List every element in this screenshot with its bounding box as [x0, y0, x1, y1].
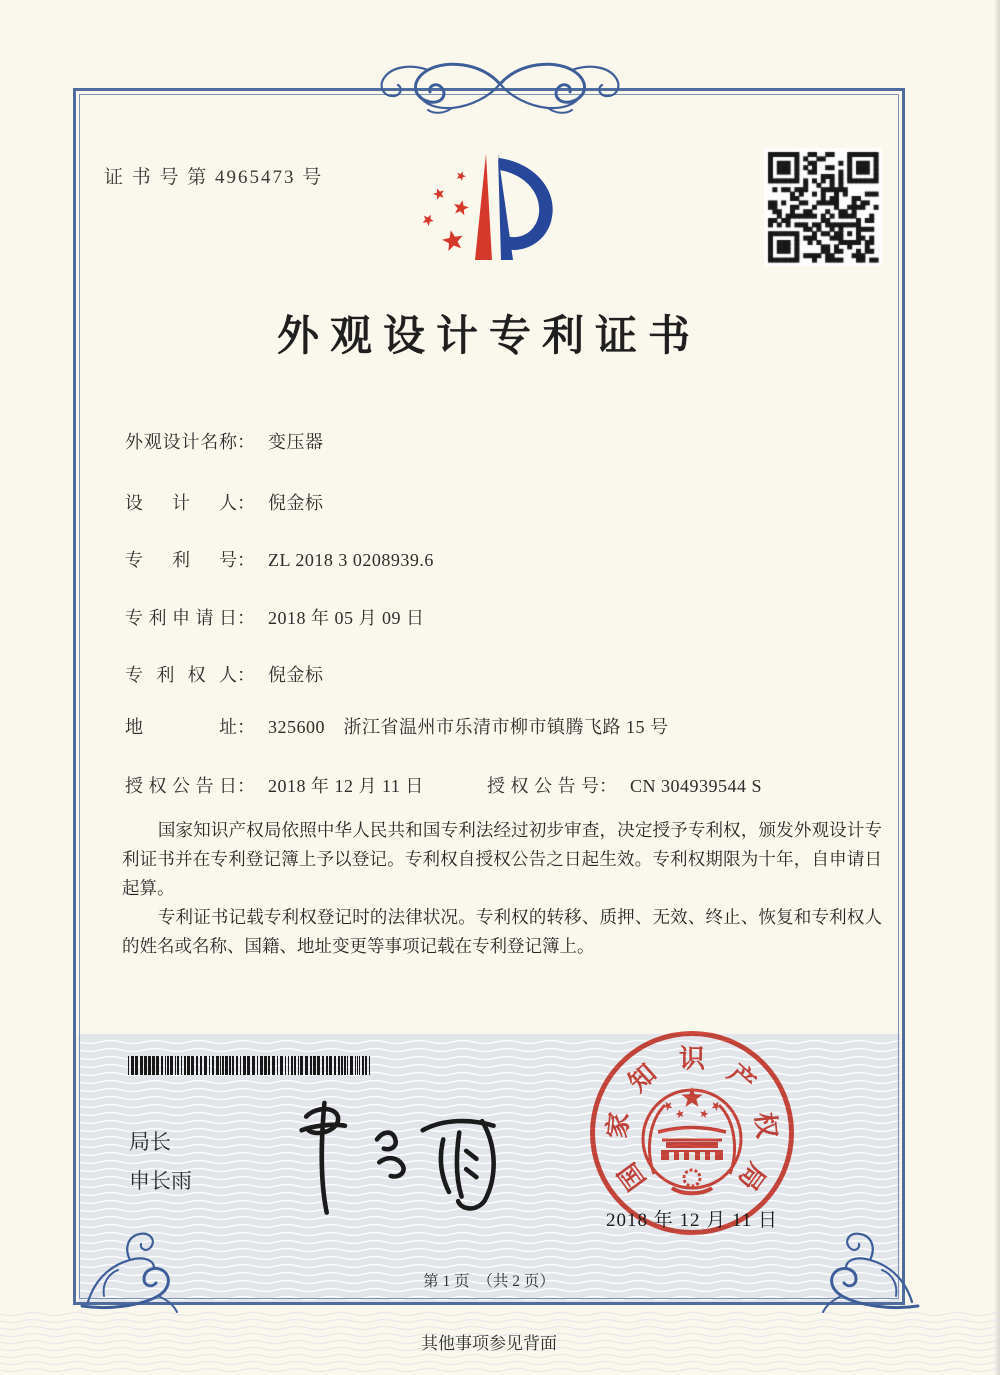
barcode-bar	[341, 1056, 343, 1075]
certificate-title: 外观设计专利证书	[276, 314, 701, 360]
emblem-star-icons	[663, 1087, 721, 1118]
star-icon	[423, 215, 434, 226]
barcode-bar	[252, 1056, 255, 1075]
barcode-bar	[140, 1056, 143, 1075]
colon: ：	[237, 608, 255, 628]
barcode-bar	[165, 1056, 166, 1075]
qr-code	[764, 148, 882, 266]
top-scroll-ornament	[339, 56, 661, 116]
colon: ：	[599, 776, 617, 796]
barcode	[128, 1056, 373, 1075]
barcode-bar	[181, 1056, 182, 1075]
barcode-bar	[280, 1056, 283, 1075]
seal-ring-char: 局	[732, 1157, 773, 1197]
field-pair-gazette-no	[487, 772, 762, 798]
field-row-grant	[125, 772, 895, 798]
barcode-bar	[161, 1056, 163, 1075]
barcode-bar	[298, 1056, 299, 1075]
colon: ：	[237, 550, 255, 570]
barcode-bar	[347, 1056, 348, 1075]
barcode-bar	[317, 1056, 320, 1075]
barcode-bar	[222, 1056, 224, 1075]
barcode-bar	[260, 1056, 263, 1075]
barcode-bar	[257, 1056, 258, 1075]
field-value: 变压器	[268, 432, 324, 452]
barcode-bar	[196, 1056, 198, 1075]
director-title: 局长	[129, 1131, 171, 1154]
star-icon	[454, 200, 469, 215]
field-label: 专利号	[125, 550, 237, 570]
back-note: 其他事项参见背面	[421, 1334, 557, 1353]
barcode-bar	[359, 1056, 360, 1075]
star-icon	[442, 230, 463, 251]
field-value: 倪金标	[268, 493, 324, 513]
barcode-bar	[135, 1056, 138, 1075]
star-icon	[676, 1110, 684, 1119]
barcode-bar	[225, 1056, 228, 1075]
field-row-patentee	[125, 661, 895, 687]
colon: ：	[237, 493, 255, 513]
barcode-bar	[291, 1056, 293, 1075]
barcode-bar	[288, 1056, 289, 1075]
director-name: 申长雨	[129, 1170, 192, 1193]
barcode-bar	[200, 1056, 202, 1075]
barcode-bar	[294, 1056, 296, 1075]
barcode-bar	[357, 1056, 358, 1075]
barcode-bar	[220, 1056, 221, 1075]
logo-red-spike	[475, 154, 492, 260]
legal-paragraph: 国家知识产权局依照中华人民共和国专利法经过初步审查，决定授予专利权，颁发外观设计专利证书并在专利登记簿上予以登记。专利权自授权公告之日起生效。专利权期限为十年，自申请日起算。	[122, 820, 882, 898]
barcode-bar	[355, 1056, 356, 1075]
grant-date: 2018 年 12 月 11 日	[605, 1210, 779, 1231]
barcode-bar	[170, 1056, 173, 1075]
barcode-bar	[209, 1056, 210, 1075]
bottom-right-flourish-ornament	[818, 1226, 926, 1314]
barcode-bar	[313, 1056, 316, 1075]
field-label: 设计人	[125, 493, 237, 513]
seal-ring-char: 识	[678, 1043, 706, 1074]
field-value: 325600 浙江省温州市乐清市柳市镇腾飞路 15 号	[268, 717, 669, 737]
barcode-bar	[236, 1056, 238, 1075]
barcode-bar	[305, 1056, 308, 1075]
seal-ring-char: 产	[722, 1057, 762, 1098]
colon: ：	[237, 665, 255, 685]
field-row-patent-no	[125, 546, 895, 572]
field-row-filing-date	[125, 604, 895, 630]
barcode-bar	[338, 1056, 340, 1075]
field-value: 倪金标	[268, 665, 324, 685]
barcode-bar	[232, 1056, 234, 1075]
barcode-bar	[369, 1056, 370, 1075]
certificate-number: 证 书 号 第 4965473 号	[104, 167, 324, 188]
barcode-bar	[334, 1056, 336, 1075]
barcode-bar	[247, 1056, 250, 1075]
barcode-bar	[204, 1056, 207, 1075]
seal-ring-char: 权	[749, 1110, 783, 1140]
barcode-bar	[216, 1056, 219, 1075]
barcode-bar	[329, 1056, 332, 1075]
seal-ring-char: 国	[611, 1157, 652, 1197]
barcode-bar	[144, 1056, 147, 1075]
barcode-bar	[240, 1056, 241, 1075]
bottom-left-flourish-ornament	[74, 1226, 182, 1314]
barcode-bar	[187, 1056, 190, 1075]
page-number: 第 1 页 （共 2 页）	[423, 1273, 555, 1290]
barcode-bar	[268, 1056, 270, 1075]
barcode-bar	[167, 1056, 169, 1075]
star-icon	[663, 1102, 672, 1111]
colon: ：	[237, 776, 255, 796]
director-signature	[278, 1096, 508, 1216]
field-value: ZL 2018 3 0208939.6	[268, 550, 434, 570]
national-emblem-icon	[640, 1076, 744, 1198]
barcode-bar	[362, 1056, 364, 1075]
seal-ring-char: 知	[622, 1057, 662, 1098]
barcode-bar	[177, 1056, 179, 1075]
barcode-bar	[148, 1056, 151, 1075]
barcode-bar	[310, 1056, 312, 1075]
barcode-bar	[326, 1056, 328, 1075]
barcode-bar	[184, 1056, 186, 1075]
barcode-bar	[272, 1056, 275, 1075]
barcode-bar	[322, 1056, 324, 1075]
star-icon	[433, 188, 444, 199]
barcode-bar	[300, 1056, 303, 1075]
field-value: 2018 年 05 月 09 日	[268, 608, 425, 628]
barcode-bar	[285, 1056, 286, 1075]
scan-edge	[994, 0, 1000, 1375]
barcode-bar	[365, 1056, 367, 1075]
star-icons	[423, 171, 469, 251]
colon: ：	[237, 432, 255, 452]
cnipa-logo	[413, 148, 563, 268]
field-label: 授权公告号	[487, 776, 599, 796]
barcode-bar	[128, 1056, 129, 1075]
barcode-bar	[344, 1056, 346, 1075]
star-icon	[712, 1102, 721, 1111]
field-label: 外观设计名称	[125, 432, 237, 452]
barcode-bar	[229, 1056, 231, 1075]
barcode-bar	[152, 1056, 155, 1075]
field-row-address	[125, 713, 895, 739]
star-icon	[457, 171, 466, 181]
field-value: 2018 年 12 月 11 日	[268, 776, 424, 796]
barcode-bar	[175, 1056, 176, 1075]
legal-paragraph: 专利证书记载专利权登记时的法律状况。专利权的转移、质押、无效、终止、恢复和专利权人的姓名或名称、国籍、地址变更等事项记载在专利登记簿上。	[122, 907, 882, 956]
barcode-bar	[191, 1056, 194, 1075]
field-label: 专利申请日	[125, 608, 237, 628]
legal-text	[122, 816, 882, 961]
barcode-bar	[131, 1056, 134, 1075]
barcode-bar	[264, 1056, 267, 1075]
barcode-bar	[156, 1056, 159, 1075]
field-row-design-name	[125, 428, 895, 454]
field-label: 专利权人	[125, 665, 237, 685]
colon: ：	[237, 717, 255, 737]
barcode-bar	[212, 1056, 214, 1075]
star-icon	[700, 1110, 708, 1119]
barcode-bar	[350, 1056, 353, 1075]
seal-ring-char: 家	[601, 1110, 635, 1140]
field-value: CN 304939544 S	[630, 776, 763, 796]
barcode-bar	[277, 1056, 278, 1075]
field-row-designer	[125, 489, 895, 515]
barcode-bar	[243, 1056, 246, 1075]
field-label: 地址	[125, 717, 237, 737]
field-label: 授权公告日	[125, 776, 237, 796]
